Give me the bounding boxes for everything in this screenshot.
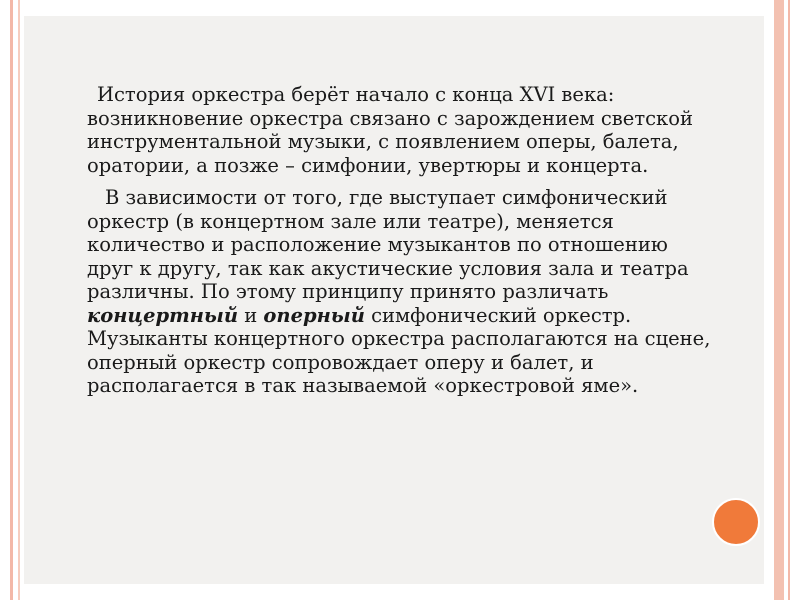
paragraph-text: и [238,303,264,327]
term-concert: концертный [87,303,238,327]
right-decorative-border [764,0,800,600]
paragraph-orchestra-history: История оркестра берёт начало с конца XVI века: возникновение оркестра связано с зарождением светской инструментальной музыки, с появлением оперы, балета, оратории, а позже – симфонии, увертюры и концерта. [87,83,693,177]
paragraph-text: симфонический оркестр. Музыканты концертного оркестра располагаются на сцене, оперный оркестр сопровождает оперу и балет, и располагается в так называемой «оркестровой яме». [87,303,711,397]
left-border-line [18,0,20,600]
left-border-line [10,0,13,600]
right-border-band [774,0,784,600]
term-opera: оперный [263,303,365,327]
paragraph-orchestra-types [87,186,713,398]
right-border-line [788,0,790,600]
slide-body-text [87,83,713,398]
paragraph-text: В зависимости от того, где выступает симфонический оркестр (в концертном зале или театре), меняется количество и расположение музыкантов по отношению друг к другу, так как акустические условия зала и театра различны. По этому принципу принято различать [87,186,689,303]
orange-circle-decoration [712,498,760,546]
